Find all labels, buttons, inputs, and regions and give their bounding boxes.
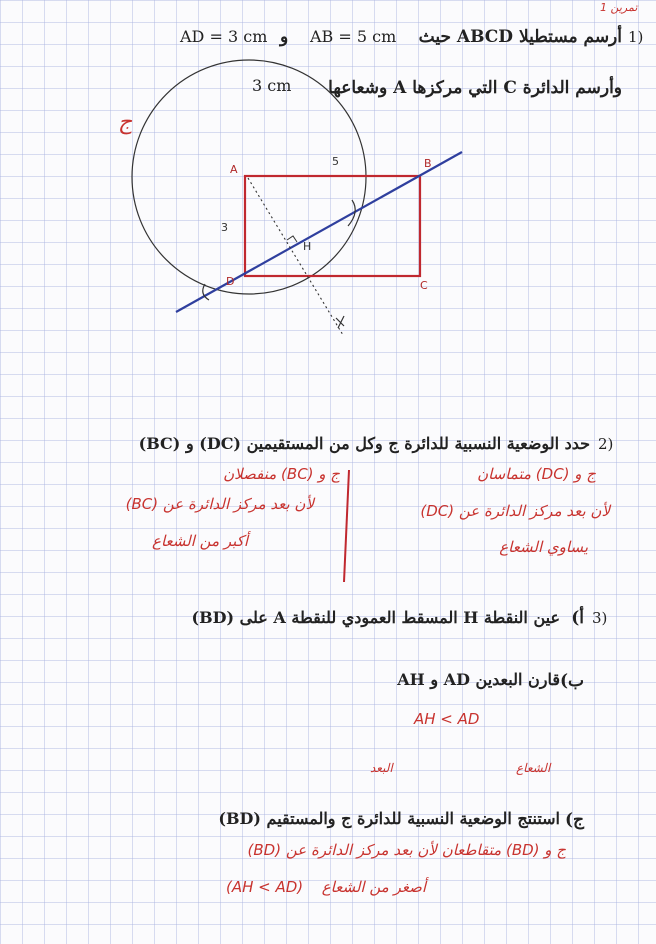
right-angle-mark xyxy=(287,236,297,242)
divider-line xyxy=(344,470,349,582)
q2-answer-right-1: ج و (DC) متماسان xyxy=(477,465,596,483)
label-a: A xyxy=(230,163,238,176)
q3-c-answer-2: أصغر من الشعاع xyxy=(321,878,426,896)
q1-and: و xyxy=(280,27,289,47)
q3-note-distance: البعد xyxy=(370,761,393,775)
q1-ad: AD = 3 cm xyxy=(180,27,268,46)
label-h: H xyxy=(303,240,312,253)
q3-a-text: عين النقطة H المسقط العمودي للنقطة A على (BD) xyxy=(191,608,560,627)
q3-compare: AH < AD xyxy=(414,710,480,728)
label-len-ad: 3 xyxy=(221,221,228,234)
q3-c-answer-3: (AH < AD) xyxy=(226,878,304,896)
label-d: D xyxy=(226,275,235,288)
label-c: C xyxy=(420,279,428,292)
perpendicular-ah xyxy=(248,178,343,335)
q2-answer-left-1: ج و (BC) منفصلان xyxy=(223,465,340,483)
q3-a-label: أ) xyxy=(571,608,584,628)
q3-b-label: ب) xyxy=(559,671,584,691)
q3-c-text: استنتج الوضعية النسبية للدائرة ج والمستقيم (BD) xyxy=(218,809,560,828)
circle-label: ج xyxy=(118,110,133,135)
q3-c-answer-1: ج و (BD) متقاطعان لأن بعد مركز الدائرة عن (BD) xyxy=(247,841,566,859)
q3-note-radius: الشعاع xyxy=(516,761,551,775)
q1-line2: وأرسم الدائرة C التي مركزها A وشعاعها xyxy=(328,78,622,98)
q1-line1: أرسم مستطيلا ABCD حيث xyxy=(418,27,622,47)
q3-number: 3) xyxy=(592,609,608,627)
q2-number: 2) xyxy=(598,435,614,453)
q3-b-text: قارن البعدين AD و AH xyxy=(397,670,560,689)
q2-answer-right-2: لأن بعد مركز الدائرة عن (DC) xyxy=(420,502,610,520)
q1-ab: AB = 5 cm xyxy=(310,27,397,46)
q1-number: 1) xyxy=(628,28,644,46)
q2-answer-left-3: أكبر من الشعاع xyxy=(152,532,248,550)
label-len-ab: 5 xyxy=(332,155,339,168)
q2-answer-right-3: يساوي الشعاع xyxy=(499,538,588,556)
q3-c-label: ج) xyxy=(564,810,584,830)
header-note: تمرين 1 xyxy=(600,1,638,14)
arc-mark-3 xyxy=(336,316,344,328)
q2-answer-left-2: لأن بعد مركز الدائرة عن (BC) xyxy=(125,495,314,513)
q2-text: حدد الوضعية النسبية للدائرة ج وكل من المستقيمين (DC) و (BC) xyxy=(138,434,590,453)
label-b: B xyxy=(424,157,432,170)
q1-radius: 3 cm xyxy=(252,76,292,95)
